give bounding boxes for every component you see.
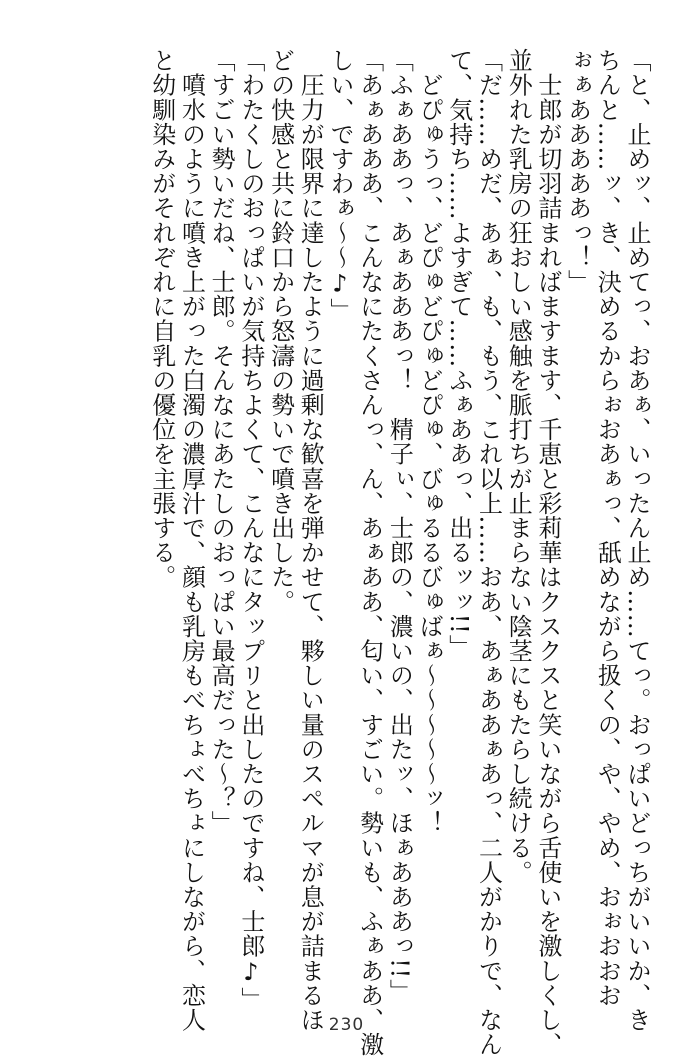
page-number: 230 [328,1015,365,1035]
text-line: と幼馴染みがそれぞれに自乳の優位を主張する。 [147,48,176,590]
text-line: どぴゅうっ、どぴゅどぴゅどぴゅ、びゅるるびゅばぁ〜〜〜〜〜ッ！ [415,48,444,836]
text-line: 「すごい勢いだね、士郎。そんなにあたしのおっぱい最高だった〜？」 [207,48,236,836]
text-line: 圧力が限界に達したように過剰な歓喜を弾かせて、夥しい量のスペルマが息が詰まるほ [296,48,325,1032]
text-line: 「と、止めッ、止めてっ、おあぁ、いったん止め……てっ。おっぱいどっちがいいか、き [623,48,651,1032]
text-line: 「わたくしのおっぱいが気持ちよくて、こんなにタップリと出したのですね、士郎♪」 [236,48,265,1012]
text-line: 噴水のように噴き上がった白濁の濃厚汁で、顔も乳房もべちょべちょにしながら、恋人 [177,48,206,1032]
text-line: 「ふぁああっ、あぁあああっ！ 精子ぃ、士郎の、濃いの、出たッ、ほぁあああっ!!」 [385,48,414,1004]
text-line: ぉぁあああああっ！」 [563,48,592,294]
text-line: 並外れた乳房の狂おしい感触を脈打ちが止まらない陰茎にもたらし続ける。 [504,48,533,885]
text-line: て、気持ち……よすぎて……ふぁああっ、出るッッ!!」 [444,48,473,659]
text-line: どの快感と共に鈴口から怒濤の勢いで噴き出した。 [266,48,295,614]
text-line: ちんと……ッ、き、決めるからぉおあぁっ、舐めながら扱くの、や、やめ、おぉおおお [593,48,622,1008]
text-line: しい、ですわぁ〜〜♪」 [325,48,354,323]
text-line: 士郎が切羽詰まればますます、千恵と彩莉華はクスクスと笑いながら舌使いを激しくし、 [533,48,562,1057]
text-line: 「あぁあああ、こんなにたくさんっ、ん、あぁああ、匂い、すごい。勢いも、ふぁああ、激 [355,48,384,1057]
text-line: 「だ……めだ、あぁ、も、もう、これ以上……おあ、あぁああぁあっ、二人がかりで、なん [474,48,503,1057]
